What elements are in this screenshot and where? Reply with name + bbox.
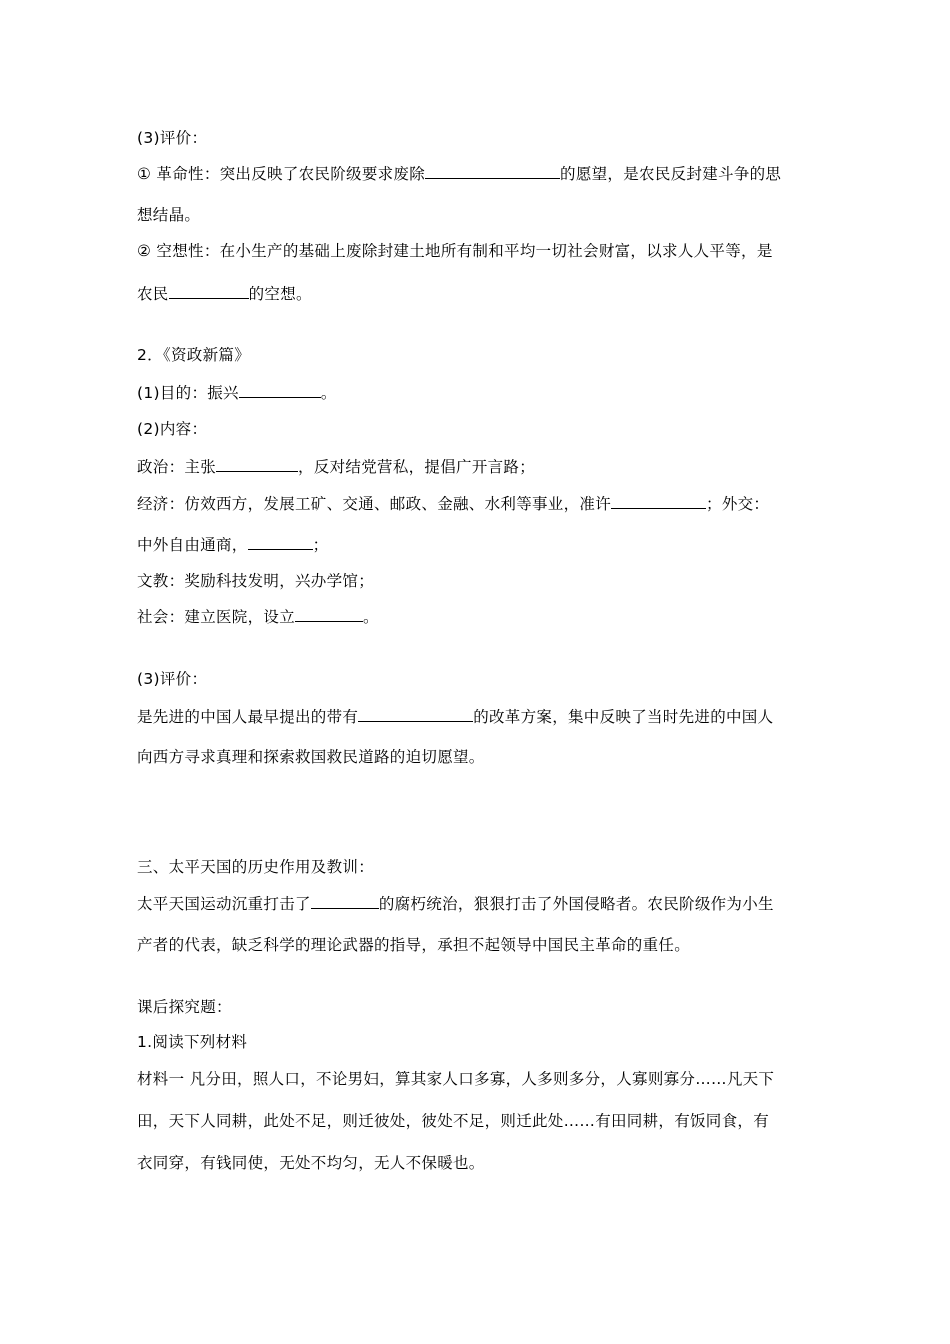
fill-blank[interactable]	[239, 382, 321, 398]
zizheng-economy: 经济：仿效西方，发展工矿、交通、邮政、金融、水利等事业，准许 ；外交：	[137, 495, 770, 513]
section-three-continuation: 产者的代表，缺乏科学的理论武器的指导，承担不起领导中国民主革命的重任。	[137, 936, 691, 954]
fill-blank[interactable]	[169, 283, 249, 299]
zizheng-purpose: (1)目的：振兴 。	[137, 384, 337, 402]
material-line: 田，天下人同耕，此处不足，则迁彼处，彼处不足，则迁此处……有田同耕，有饭同食，有	[137, 1112, 770, 1130]
fill-blank[interactable]	[295, 606, 363, 622]
section-three-heading: 三、太平天国的历史作用及教训：	[137, 858, 375, 876]
fill-blank[interactable]	[248, 534, 313, 550]
question-1: 1.阅读下列材料	[137, 1033, 248, 1051]
utopian-line-2: 农民 的空想。	[137, 285, 312, 303]
zizheng-heading: 2．《资政新篇》	[137, 346, 251, 364]
zizheng-evaluation: 是先进的中国人最早提出的带有 的改革方案，集中反映了当时先进的中国人	[137, 708, 774, 726]
fill-blank[interactable]	[611, 493, 706, 509]
section-three-text: 太平天国运动沉重打击了 的腐朽统治，狠狠打击了外国侵略者。农民阶级作为小生	[137, 895, 774, 913]
revolutionary-continuation: 想结晶。	[137, 206, 201, 224]
zizheng-culture: 文教：奖励科技发明，兴办学馆；	[137, 572, 375, 590]
after-class-heading: 课后探究题：	[137, 998, 232, 1016]
fill-blank[interactable]	[216, 456, 298, 472]
material-line: 衣同穿，有钱同使，无处不均匀，无人不保暖也。	[137, 1154, 485, 1172]
eval-heading-2: (3)评价：	[137, 670, 208, 688]
zizheng-politics: 政治：主张 ，反对结党营私，提倡广开言路；	[137, 458, 536, 476]
eval-heading-1: (3)评价：	[137, 129, 208, 147]
material-line: 材料一 凡分田，照人口，不论男妇，算其家人口多寡，人多则多分，人寡则寡分……凡天下	[137, 1070, 775, 1088]
zizheng-content-heading: (2)内容：	[137, 420, 208, 438]
fill-blank[interactable]	[311, 893, 379, 909]
utopian-line-1: ② 空想性：在小生产的基础上废除封建土地所有制和平均一切社会财富，以求人人平等，是	[137, 242, 773, 260]
revolutionary-line: ① 革命性：突出反映了农民阶级要求废除 的愿望，是农民反封建斗争的思	[137, 165, 782, 183]
fill-blank[interactable]	[425, 163, 560, 179]
zizheng-society: 社会：建立医院，设立 。	[137, 608, 379, 626]
zizheng-diplomacy: 中外自由通商， ；	[137, 536, 329, 554]
fill-blank[interactable]	[358, 706, 473, 722]
zizheng-evaluation-continuation: 向西方寻求真理和探索救国救民道路的迫切愿望。	[137, 748, 485, 766]
